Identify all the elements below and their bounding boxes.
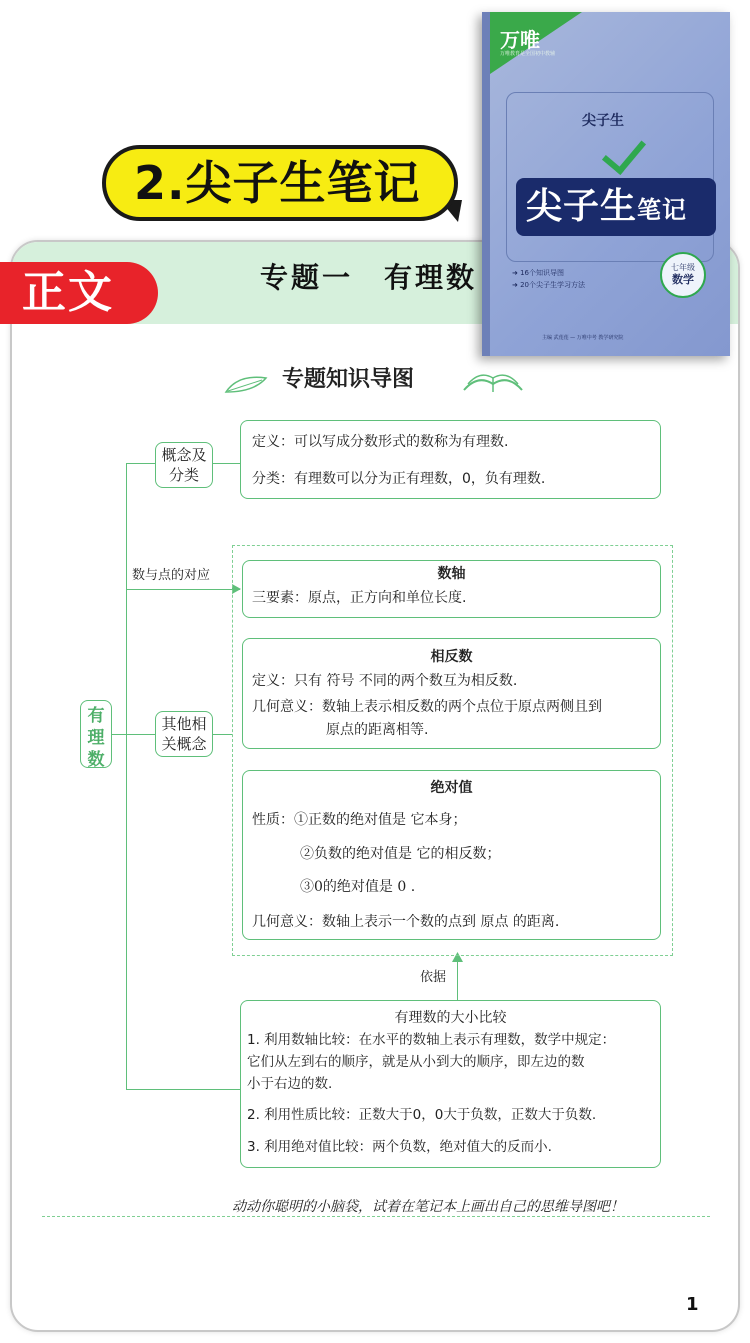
branch2-link [212, 734, 232, 735]
left-leaf-icon [224, 372, 268, 394]
root-node [80, 700, 112, 768]
compare-link [126, 1089, 240, 1090]
book-brand-small: 万唯教育是全国初中教辅 [500, 51, 556, 57]
basis-label: 依据 [420, 970, 447, 985]
basis-line [457, 956, 458, 1000]
absolute-title: 绝对值 [430, 780, 473, 796]
absolute-property-1: 性质：①正数的绝对值是 它本身； [252, 812, 467, 828]
opposite-definition: 定义：只有 符号 不同的两个数互为相反数. [252, 673, 518, 689]
compare-line-5: 3. 利用绝对值比较：两个负数，绝对值大的反而小. [247, 1139, 552, 1155]
book-title [526, 184, 687, 233]
footer-note: 动动你聪明的小脑袋，试着在笔记本上画出自己的思维导图吧！ [232, 1199, 624, 1215]
axis-title: 数轴 [437, 566, 466, 582]
absolute-geometry: 几何意义：数轴上表示一个数的点到 原点 的距离. [252, 914, 560, 930]
absolute-property-2: ②负数的绝对值是 它的相反数； [300, 846, 501, 862]
connector-label: 数与点的对应 [132, 568, 211, 583]
absolute-property-3: ③0的绝对值是 0 . [300, 879, 416, 895]
branch1-node [155, 442, 213, 488]
axis-text: 三要素：原点，正方向和单位长度. [252, 590, 467, 606]
definition-text: 定义：可以写成分数形式的数称为有理数. [252, 434, 509, 450]
book-top-brand: 尖子生 [582, 113, 624, 129]
book-title-main: 尖子生 [526, 186, 638, 227]
opposite-title: 相反数 [430, 649, 473, 665]
map-title: 专题知识导图 [282, 366, 415, 392]
book-footer: 主编 武莲莲 — 万唯中考 教学研究院 [542, 335, 624, 341]
page-number: 1 [686, 1294, 699, 1315]
book-spine [482, 12, 490, 356]
compare-line-1: 1. 利用数轴比较：在水平的数轴上表示有理数，数学中规定： [247, 1032, 616, 1048]
book-brand: 万唯 [500, 28, 540, 52]
book-feature-2: ➜ 20个尖子生学习方法 [512, 281, 585, 289]
grade-badge [660, 252, 706, 298]
branch1-link [126, 463, 156, 464]
book-title-suffix: 笔记 [637, 196, 688, 224]
compare-title: 有理数的大小比较 [394, 1010, 507, 1026]
branch2-node [155, 711, 213, 757]
compare-line-4: 2. 利用性质比较：正数大于0，0大于负数，正数大于负数. [247, 1107, 597, 1123]
root-link [111, 734, 157, 735]
subject-label: 数学 [672, 273, 694, 286]
footer-divider [42, 1216, 710, 1217]
branch1-label: 概念及分类 [161, 446, 207, 484]
opposite-geometry-1: 几何意义：数轴上表示相反数的两个点位于原点两侧且到 [252, 699, 602, 715]
compare-line-3: 小于右边的数. [247, 1076, 333, 1092]
main-trunk-line [126, 463, 127, 1089]
opposite-geometry-2: 原点的距离相等. [326, 722, 429, 738]
axis-link [126, 589, 240, 590]
banner-title: 2.尖子生笔记 [102, 145, 458, 221]
book-feature-1: ➜ 16个知识导图 [512, 269, 564, 277]
branch1-box-link [212, 463, 242, 464]
classification-text: 分类：有理数可以分为正有理数，0，负有理数. [252, 471, 546, 487]
section-tag: 正文 [0, 262, 158, 324]
book-icon [462, 366, 524, 394]
grade-label: 七年级 [671, 263, 695, 272]
branch2-label: 其他相关概念 [161, 715, 207, 753]
root-label: 有理数 [87, 706, 105, 770]
book-cover [482, 12, 730, 356]
compare-line-2: 它们从左到右的顺序，就是从小到大的顺序，即左边的数 [247, 1054, 585, 1070]
chapter-title: 专题一 有理数 [260, 261, 478, 294]
